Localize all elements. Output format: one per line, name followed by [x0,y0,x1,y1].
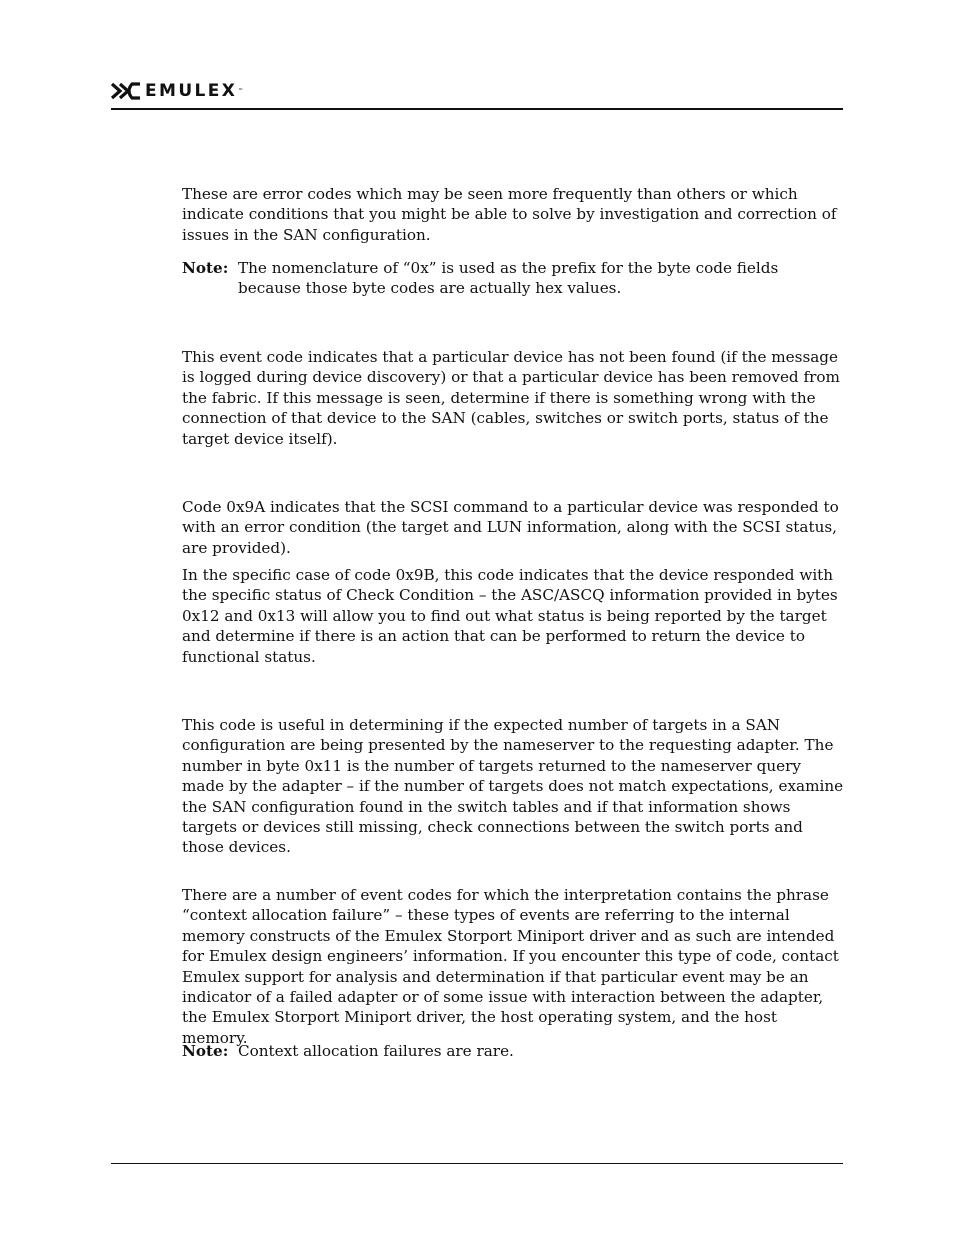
brand-text: EMULEX [145,81,238,101]
scsi-error-paragraph-2 [182,565,844,667]
brand-trademark: ™ [238,88,246,94]
context-failure-paragraph [182,885,844,1048]
page-header [111,80,246,102]
context-failure-text: There are a number of event codes for which the interpretation contains the phrase “context allocation failure” – these types of events are referring to the internal memory constructs of the Emulex Storport Miniport driver and as such are intended for Emulex design engineers’ information. If you encounter this type of code, contact Emulex support for analysis and determination if that particular event may be an indicator of a failed adapter or of some issue with interaction between the adapter, the Emulex Storport Miniport driver, the host operating system, and the host memory. [182,886,839,1047]
note-label: Note: [182,259,229,277]
device-not-found-text: This event code indicates that a particular device has not been found (if the message is logged during device discovery) or that a particular device has been removed from the fabric. If this message is seen, determine if there is something wrong with the connection of that device to the SAN (cables, switches or switch ports, status of the target device itself). [182,348,840,448]
device-not-found-paragraph [182,347,844,449]
note-text: The nomenclature of “0x” is used as the prefix for the byte code fields because those byte codes are actually hex values. [238,259,779,298]
brand-name [145,82,246,100]
header-rule [111,108,843,110]
note-text: Context allocation failures are rare. [238,1042,514,1060]
footer-rule [111,1163,843,1164]
intro-text: These are error codes which may be seen more frequently than others or which indicate conditions that you might be able to solve by investigation and correction of issues in the SAN configuration. [182,185,837,244]
intro-paragraph [182,184,844,245]
context-note [182,1041,844,1061]
scsi-error-text-2: In the specific case of code 0x9B, this code indicates that the device responded with the specific status of Check Condition – the ASC/ASCQ information provided in bytes 0x12 and 0x13 will allow you to find out what status is being reported by the target and determine if there is an action that can be performed to return the device to functional status. [182,566,838,666]
intro-note [182,258,844,299]
nameserver-paragraph [182,715,844,858]
scsi-error-text-1: Code 0x9A indicates that the SCSI command to a particular device was responded to with an error condition (the target and LUN information, along with the SCSI status, are provided). [182,498,839,557]
nameserver-text: This code is useful in determining if the expected number of targets in a SAN configuration are being presented by the nameserver to the requesting adapter. The number in byte 0x11 is the number of targets returned to the nameserver query made by the adapter – if the number of targets does not match expectations, examine the SAN configuration found in the switch tables and if that information shows targets or devices still missing, check connections between the switch ports and those devices. [182,716,844,857]
emulex-logo-icon [111,82,141,100]
note-label: Note: [182,1042,229,1060]
scsi-error-paragraph-1 [182,497,844,558]
